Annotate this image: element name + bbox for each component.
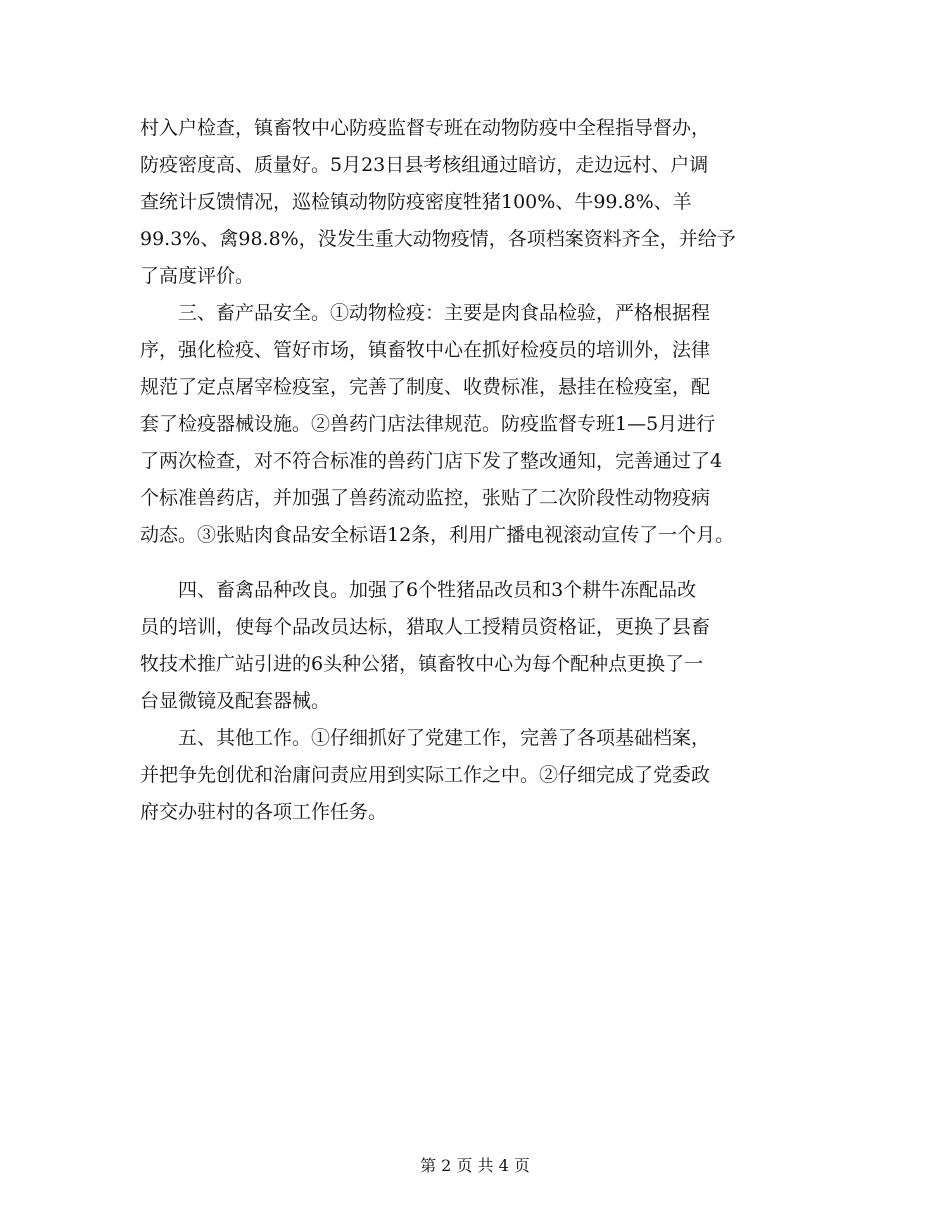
text-line: 个标准兽药店，并加强了兽药流动监控，张贴了二次阶段性动物疫病 [140,487,711,509]
text-line: 查统计反馈情况，巡检镇动物防疫密度牲猪100%、牛99.8%、羊 [140,191,692,213]
page-number-footer: 第 2 页 共 4 页 [420,1156,530,1175]
text-line: 防疫密度高、质量好。5月23日县考核组通过暗访，走边远村、户调 [140,154,709,176]
text-line: 序，强化检疫、管好市场，镇畜牧中心在抓好检疫员的培训外，法律 [140,339,711,361]
document-body [140,110,820,831]
text-line: 员的培训，使每个品改员达标，猎取人工授精员资格证，更换了县畜 [140,616,711,638]
text-line: 并把争先创优和治庸问责应用到实际工作之中。②仔细完成了党委政 [140,764,711,786]
text-line: 了两次检查，对不符合标准的兽药门店下发了整改通知，完善通过了4 [140,450,723,472]
text-line: 动态。③张贴肉食品安全标语12条，利用广播电视滚动宣传了一个月。 [140,524,735,546]
text-line: 村入户检查，镇畜牧中心防疫监督专班在动物防疫中全程指导督办， [140,117,711,139]
paragraph-gap [140,554,820,572]
text-line: 套了检疫器械设施。②兽药门店法律规范。防疫监督专班1—5月进行 [140,413,716,435]
text-line: 五、其他工作。①仔细抓好了党建工作，完善了各项基础档案， [140,727,711,749]
text-line: 府交办驻村的各项工作任务。 [140,801,388,823]
text-line: 四、畜禽品种改良。加强了6个牲猪品改员和3个耕牛冻配品改 [140,579,697,601]
text-line: 台显微镜及配套器械。 [140,690,331,712]
text-line: 了高度评价。 [140,265,255,287]
text-line: 三、畜产品安全。①动物检疫：主要是肉食品检验，严格根据程 [140,302,711,324]
text-line: 牧技术推广站引进的6头种公猪，镇畜牧中心为每个配种点更换了一 [140,653,704,675]
text-line: 99.3%、禽98.8%，没发生重大动物疫情，各项档案资料齐全，并给予 [140,228,736,250]
text-line: 规范了定点屠宰检疫室，完善了制度、收费标准，悬挂在检疫室，配 [140,376,711,398]
